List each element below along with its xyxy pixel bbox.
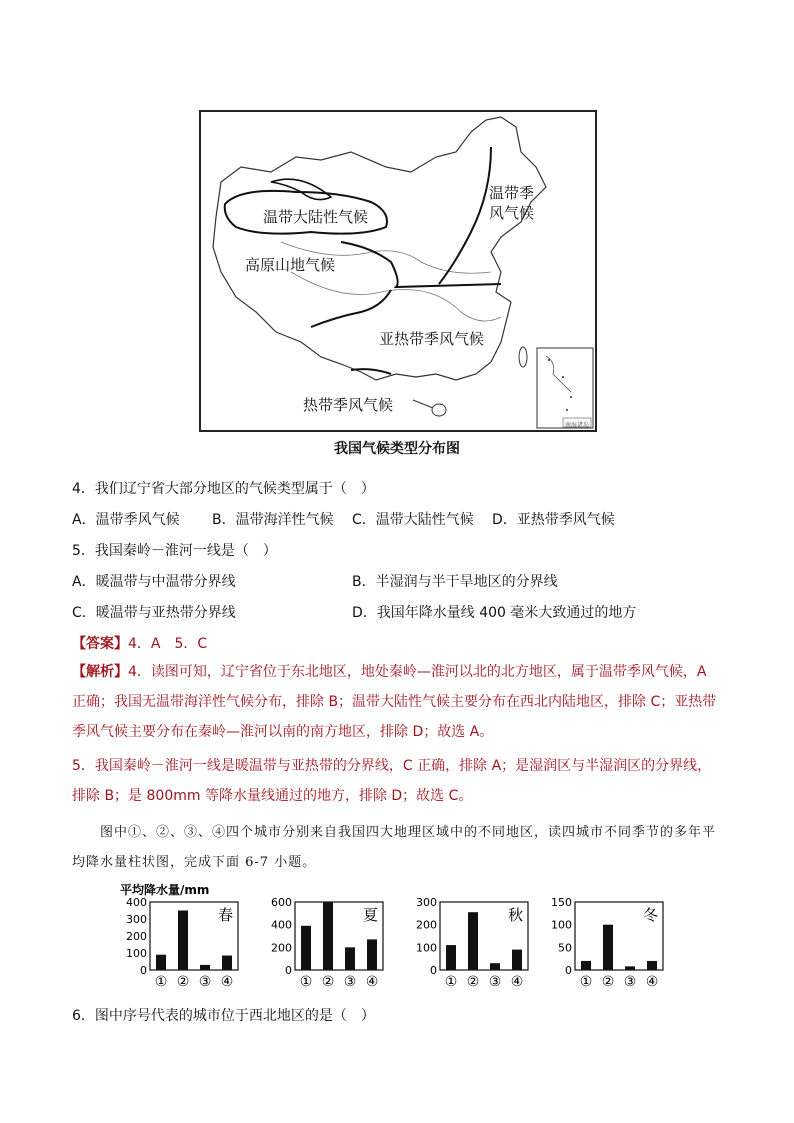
x-tick-label: ① bbox=[579, 974, 593, 990]
y-tick-label: 0 bbox=[565, 964, 572, 977]
answer-line bbox=[72, 633, 207, 653]
climate-map bbox=[199, 110, 597, 432]
x-tick-label: ③ bbox=[488, 974, 502, 990]
y-tick-label: 300 bbox=[126, 913, 147, 926]
x-tick-label: ② bbox=[321, 974, 335, 990]
intro-text: 图中①、②、③、④四个城市分别来自我国四大地理区域中的不同地区，读四城市不同季节的多年平均降水量柱状图，完成下面 6-7 小题。 bbox=[72, 825, 717, 870]
label-plateau: 高原山地气候 bbox=[245, 256, 336, 274]
y-tick-label: 100 bbox=[551, 918, 572, 932]
season-label: 冬 bbox=[642, 906, 658, 924]
q5-option-b: B．半湿润与半干旱地区的分界线 bbox=[352, 574, 558, 590]
q4-option-d: D．亚热带季风气候 bbox=[492, 512, 615, 528]
y-tick-label: 200 bbox=[271, 941, 292, 955]
x-tick-label: ④ bbox=[365, 974, 379, 990]
analysis-tag: 【解析】 bbox=[72, 664, 128, 680]
x-tick-label: ① bbox=[299, 974, 313, 990]
x-tick-label: ① bbox=[444, 974, 458, 990]
y-tick-label: 400 bbox=[271, 918, 292, 932]
bar bbox=[200, 965, 210, 970]
q5-stem: 5．我国秦岭－淮河一线是（ ） bbox=[72, 543, 277, 559]
y-tick-label: 0 bbox=[285, 964, 292, 977]
label-inset: 南海诸岛 bbox=[565, 422, 590, 429]
y-tick-label: 400 bbox=[126, 896, 147, 909]
bar bbox=[647, 961, 657, 970]
bar bbox=[367, 939, 377, 970]
bar bbox=[301, 926, 311, 970]
q6-stem: 6．图中序号代表的城市位于西北地区的是（ ） bbox=[72, 1008, 375, 1024]
y-tick-label: 150 bbox=[551, 896, 572, 909]
y-tick-label: 200 bbox=[126, 930, 147, 943]
analysis-q4 bbox=[72, 657, 722, 747]
analysis-q5-text: 5．我国秦岭－淮河一线是暖温带与亚热带的分界线，C 正确，排除 A；是湿润区与半湿润区的分界线，排除 B；是 800mm 等降水量线通过的地方，排除 D；故选 C。 bbox=[72, 758, 712, 804]
bar bbox=[490, 963, 500, 970]
q4-option-b: B．温带海洋性气候 bbox=[212, 512, 334, 528]
x-tick-label: ③ bbox=[623, 974, 637, 990]
x-tick-label: ③ bbox=[198, 974, 212, 990]
x-tick-label: ④ bbox=[220, 974, 234, 990]
label-tropical-monsoon: 热带季风气候 bbox=[303, 396, 394, 414]
answer-text: 4．A 5．C bbox=[128, 636, 208, 652]
season-label: 夏 bbox=[362, 906, 378, 924]
bar bbox=[222, 956, 232, 970]
x-tick-label: ② bbox=[601, 974, 615, 990]
x-tick-label: ④ bbox=[645, 974, 659, 990]
q5-option-c: C．暖温带与亚热带分界线 bbox=[72, 605, 236, 621]
x-tick-label: ② bbox=[466, 974, 480, 990]
y-tick-label: 0 bbox=[430, 964, 437, 977]
q4-option-c: C．温带大陆性气候 bbox=[352, 512, 474, 528]
y-tick-label: 200 bbox=[416, 918, 437, 932]
y-tick-label: 300 bbox=[416, 896, 437, 909]
bar bbox=[446, 945, 456, 970]
q4-option-a: A．温带季风气候 bbox=[72, 512, 180, 528]
bar bbox=[468, 912, 478, 970]
answer-tag: 【答案】 bbox=[72, 636, 128, 652]
y-tick-label: 0 bbox=[140, 964, 147, 977]
x-tick-label: ④ bbox=[510, 974, 524, 990]
x-tick-label: ② bbox=[176, 974, 190, 990]
q5-option-d: D．我国年降水量线 400 毫米大致通过的地方 bbox=[352, 605, 637, 621]
season-label: 秋 bbox=[507, 906, 523, 924]
season-label: 春 bbox=[217, 906, 233, 924]
bar bbox=[178, 911, 188, 971]
south-china-sea-inset bbox=[537, 348, 593, 428]
label-subtropical-monsoon: 亚热带季风气候 bbox=[379, 330, 485, 348]
x-tick-label: ① bbox=[154, 974, 168, 990]
bar bbox=[345, 947, 355, 970]
y-axis-label: 平均降水量/mm bbox=[120, 883, 210, 897]
q4-stem: 4．我们辽宁省大部分地区的气候类型属于（ ） bbox=[72, 481, 375, 497]
bar bbox=[323, 902, 333, 970]
label-temperate-monsoon-1: 温带季 bbox=[489, 184, 535, 202]
x-tick-label: ③ bbox=[343, 974, 357, 990]
y-tick-label: 600 bbox=[271, 896, 292, 909]
bar bbox=[581, 961, 591, 970]
y-tick-label: 50 bbox=[558, 941, 572, 955]
map-caption: 我国气候类型分布图 bbox=[334, 441, 460, 457]
q5-option-a: A．暖温带与中温带分界线 bbox=[72, 574, 236, 590]
analysis-q5 bbox=[72, 751, 722, 811]
bar bbox=[603, 925, 613, 970]
y-tick-label: 100 bbox=[416, 941, 437, 955]
label-temperate-monsoon-2: 风气候 bbox=[489, 204, 535, 222]
precipitation-charts bbox=[110, 880, 670, 995]
bar bbox=[156, 955, 166, 970]
bar bbox=[512, 950, 522, 970]
label-temperate-continental: 温带大陆性气候 bbox=[263, 208, 369, 226]
y-tick-label: 100 bbox=[126, 947, 147, 960]
analysis-q4-text: 4．读图可知，辽宁省位于东北地区，地处秦岭—淮河以北的北方地区，属于温带季风气候，A 正确；我国无温带海洋性气候分布，排除 B；温带大陆性气候主要分布在西北内陆地区，排除 C；亚热带季风气候主要分布在秦岭—淮河以南的南方地区，排除 D；故选 A。 bbox=[72, 664, 717, 740]
bar bbox=[625, 966, 635, 970]
